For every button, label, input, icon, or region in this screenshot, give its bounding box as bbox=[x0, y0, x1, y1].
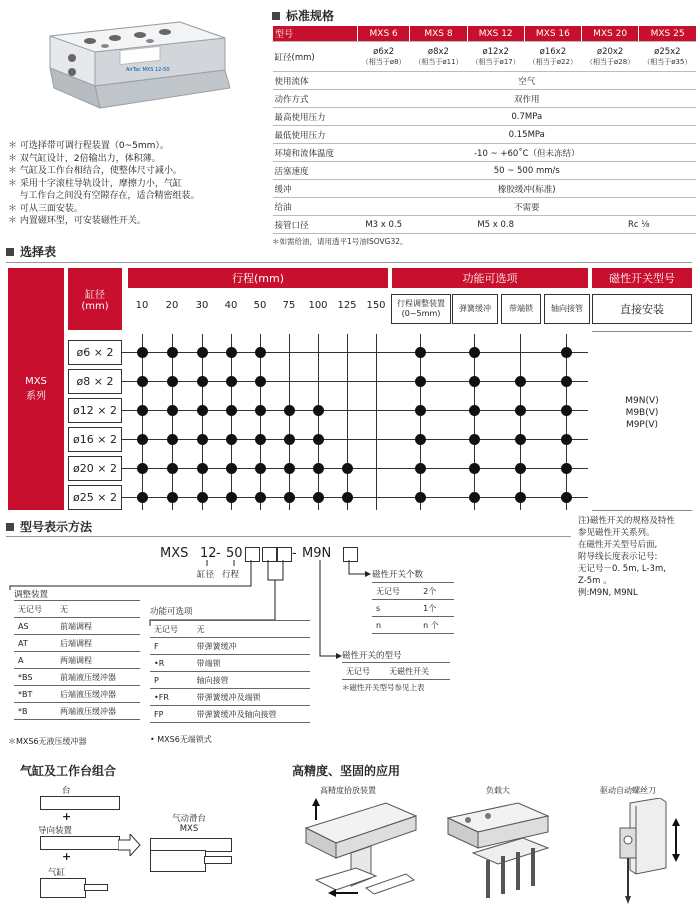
availability-dot bbox=[167, 492, 178, 503]
stroke-label: 100 bbox=[308, 300, 328, 311]
table-cell: 1个 bbox=[419, 600, 454, 617]
table-cell: 两端液压缓冲器 bbox=[56, 703, 140, 720]
table-cell: 无记号 bbox=[342, 663, 385, 680]
combo-result-label: 气动滑台 MXS bbox=[172, 814, 207, 834]
availability-dot bbox=[284, 463, 295, 474]
stroke-label: 10 bbox=[135, 300, 149, 311]
model-dash2: - bbox=[292, 546, 297, 561]
availability-dot bbox=[226, 434, 237, 445]
combo-guide-shape bbox=[40, 836, 120, 850]
table-cell: FP bbox=[150, 706, 193, 723]
spec-row-label: 动作方式 bbox=[273, 90, 358, 108]
apps-heading: 高精度、坚固的应用 bbox=[292, 764, 401, 778]
availability-dot bbox=[197, 376, 208, 387]
model-dash: - bbox=[216, 546, 221, 561]
spec-header-cell: MXS 16 bbox=[524, 26, 581, 42]
spec-port-cell: M5 x 0.8 bbox=[410, 216, 582, 234]
spec-header-cell: MXS 8 bbox=[410, 26, 467, 42]
availability-dot bbox=[197, 463, 208, 474]
grid-vline bbox=[566, 334, 567, 510]
pick-place-illustration bbox=[296, 798, 426, 908]
function-dot bbox=[415, 347, 426, 358]
table-cell: •FR bbox=[150, 689, 193, 706]
model-prefix: MXS bbox=[160, 546, 189, 561]
function-dot bbox=[469, 376, 480, 387]
spec-port-cell: Rc ⅛ bbox=[582, 216, 697, 234]
availability-dot bbox=[167, 434, 178, 445]
table-cell: 无记号 bbox=[150, 621, 193, 638]
feature-item: ＊ 可从三面安装。 bbox=[8, 203, 83, 214]
stroke-label: 50 bbox=[253, 300, 267, 311]
function-option-label: 轴向接管 bbox=[544, 294, 590, 324]
availability-dot bbox=[137, 405, 148, 416]
stroke-label: 75 bbox=[282, 300, 296, 311]
availability-dot bbox=[137, 434, 148, 445]
availability-dot bbox=[342, 463, 353, 474]
switch-header: 磁性开关型号 bbox=[592, 268, 692, 288]
grid-vline bbox=[142, 334, 143, 510]
bullet-square-icon bbox=[272, 12, 280, 20]
availability-dot bbox=[137, 376, 148, 387]
combo-result-body bbox=[150, 850, 206, 872]
function-dot bbox=[515, 492, 526, 503]
table-row bbox=[150, 655, 310, 672]
table-cell: 无磁性开关 bbox=[385, 663, 450, 680]
selection-heading: 选择表 bbox=[6, 243, 56, 260]
function-dot bbox=[515, 405, 526, 416]
bore-size-cell: ø25 × 2 bbox=[68, 485, 122, 510]
model-switch: M9N bbox=[302, 546, 332, 561]
availability-dot bbox=[137, 492, 148, 503]
availability-dot bbox=[342, 492, 353, 503]
table-row bbox=[150, 672, 310, 689]
grid-vline bbox=[260, 334, 261, 510]
function-header: 功能可选项 bbox=[392, 268, 588, 288]
availability-dot bbox=[255, 492, 266, 503]
stroke-label: 125 bbox=[337, 300, 357, 311]
table-cell: 前端调程 bbox=[56, 618, 140, 635]
type-title: 磁性开关的型号 bbox=[342, 651, 402, 661]
table-cell: •R bbox=[150, 655, 193, 672]
table-row bbox=[372, 583, 454, 600]
function-dot bbox=[415, 492, 426, 503]
combo-table-label: 台 bbox=[62, 786, 71, 796]
availability-dot bbox=[313, 405, 324, 416]
table-row bbox=[150, 638, 310, 655]
table-cell: 带弹簧缓冲及端锁 bbox=[193, 689, 310, 706]
table-cell: 前端液压缓冲器 bbox=[56, 669, 140, 686]
grid-vline bbox=[347, 334, 348, 510]
function-dot bbox=[469, 405, 480, 416]
availability-dot bbox=[313, 492, 324, 503]
table-row bbox=[14, 686, 140, 703]
grid-vline bbox=[231, 334, 232, 510]
spec-row-label: 环境和流体温度 bbox=[273, 144, 358, 162]
function-dot bbox=[561, 376, 572, 387]
availability-dot bbox=[255, 347, 266, 358]
feature-item: ＊ 内置磁环型，可安装磁性开关。 bbox=[8, 216, 146, 226]
func-note: • MXS6无端锁式 bbox=[150, 735, 212, 744]
grid-hline bbox=[122, 352, 588, 353]
availability-dot bbox=[255, 463, 266, 474]
spec-bore-cell: ø12x2 （相当于ø17） bbox=[467, 42, 524, 72]
table-cell: *B bbox=[14, 703, 56, 720]
table-row bbox=[14, 703, 140, 720]
series-label: MXS 系列 bbox=[8, 268, 64, 510]
availability-dot bbox=[284, 405, 295, 416]
spec-header-cell: MXS 25 bbox=[639, 26, 696, 42]
stroke-label: 40 bbox=[224, 300, 238, 311]
table-row bbox=[14, 669, 140, 686]
spec-bore-cell: ø6x2 （相当于ø8） bbox=[358, 42, 410, 72]
availability-dot bbox=[167, 347, 178, 358]
function-option-label: 带端锁 bbox=[501, 294, 541, 324]
table-cell: A bbox=[14, 652, 56, 669]
spec-row-label: 给油 bbox=[273, 198, 358, 216]
function-dot bbox=[469, 347, 480, 358]
spec-heading: 标准规格 bbox=[272, 7, 334, 24]
availability-dot bbox=[167, 463, 178, 474]
bore-header: 缸径 (mm) bbox=[68, 268, 122, 330]
adjust-table bbox=[14, 600, 140, 720]
grid-vline bbox=[376, 334, 377, 510]
type-note: ＊磁性开关型号参见上表 bbox=[342, 683, 425, 692]
spec-row-label: 最高使用压力 bbox=[273, 108, 358, 126]
table-cell: *BT bbox=[14, 686, 56, 703]
availability-dot bbox=[137, 463, 148, 474]
stroke-header: 行程(mm) bbox=[128, 268, 388, 288]
availability-dot bbox=[226, 376, 237, 387]
switch-note: 注)磁性开关的规格及特性 参见磁性开关系列。 在磁性开关型号后面, 附导线长度表示记号: 无记号－0. 5m, L-3m, Z-5m 。 例:M9N, M9NL bbox=[578, 516, 675, 598]
combo-heading: 气缸及工作台组合 bbox=[20, 764, 117, 778]
spec-row-label: 接管口径 bbox=[273, 216, 358, 234]
grid-vline bbox=[474, 334, 475, 510]
spec-row-value: 0.15MPa bbox=[358, 126, 697, 144]
spec-bore-row bbox=[273, 42, 697, 72]
screwdriver-illustration bbox=[600, 798, 690, 908]
table-cell: 后端液压缓冲器 bbox=[56, 686, 140, 703]
spec-row-label: 活塞速度 bbox=[273, 162, 358, 180]
product-image bbox=[30, 8, 250, 128]
table-row bbox=[14, 618, 140, 635]
function-option-label: 行程调整装置 (0~5mm) bbox=[391, 294, 451, 324]
availability-dot bbox=[197, 405, 208, 416]
adjust-note: ＊MXS6无液压缓冲器 bbox=[8, 737, 87, 746]
func-title: 功能可选项 bbox=[150, 607, 193, 617]
table-row bbox=[14, 601, 140, 618]
model-stroke: 50 bbox=[226, 546, 243, 561]
availability-dot bbox=[255, 434, 266, 445]
grid-vline bbox=[520, 334, 521, 510]
bullet-square-icon bbox=[6, 248, 14, 256]
spec-port-cell: M3 x 0.5 bbox=[358, 216, 410, 234]
availability-dot bbox=[226, 347, 237, 358]
spec-bore-cell: ø25x2 （相当于ø35） bbox=[639, 42, 696, 72]
function-dot bbox=[561, 405, 572, 416]
heavy-load-illustration bbox=[438, 798, 558, 908]
stroke-tag: 行程 bbox=[222, 570, 240, 580]
table-row bbox=[150, 706, 310, 723]
spec-row-value: 不需要 bbox=[358, 198, 697, 216]
bore-size-cell: ø6 × 2 bbox=[68, 340, 122, 365]
grid-vline bbox=[318, 334, 319, 510]
bore-size-cell: ø20 × 2 bbox=[68, 456, 122, 481]
table-cell: 后端调程 bbox=[56, 635, 140, 652]
spec-row-label: 最低使用压力 bbox=[273, 126, 358, 144]
bore-size-cell: ø16 × 2 bbox=[68, 427, 122, 452]
availability-dot bbox=[197, 347, 208, 358]
combo-rod-shape bbox=[84, 884, 108, 891]
stroke-label: 30 bbox=[195, 300, 209, 311]
function-option-label: 弹簧缓冲 bbox=[452, 294, 498, 324]
function-dot bbox=[415, 463, 426, 474]
spec-table bbox=[272, 26, 696, 234]
availability-dot bbox=[284, 434, 295, 445]
table-row bbox=[372, 617, 454, 634]
grid-vline bbox=[289, 334, 290, 510]
feature-item: ＊ 采用十字滚柱导轨设计，摩擦力小，气缸 bbox=[8, 178, 182, 189]
table-row bbox=[14, 652, 140, 669]
spec-bore-cell: ø20x2 （相当于ø28） bbox=[582, 42, 639, 72]
model-heading: 型号表示方法 bbox=[6, 518, 92, 535]
table-cell: 带弹簧缓冲及轴向接管 bbox=[193, 706, 310, 723]
table-cell: 轴向接管 bbox=[193, 672, 310, 689]
count-title: 磁性开关个数 bbox=[372, 570, 424, 580]
function-dot bbox=[515, 434, 526, 445]
function-dot bbox=[515, 463, 526, 474]
function-dot bbox=[469, 463, 480, 474]
function-dot bbox=[515, 376, 526, 387]
func-table bbox=[150, 620, 310, 723]
spec-row-value: 橡胶缓冲(标准) bbox=[358, 180, 697, 198]
table-cell: n 个 bbox=[419, 617, 454, 634]
availability-dot bbox=[255, 405, 266, 416]
feature-item: ＊ 可选择带可调行程装置（0~5mm）。 bbox=[8, 141, 169, 151]
table-row bbox=[150, 689, 310, 706]
table-cell: 无记号 bbox=[14, 601, 56, 618]
function-dot bbox=[415, 405, 426, 416]
bore-size-cell: ø8 × 2 bbox=[68, 369, 122, 394]
function-dot bbox=[415, 376, 426, 387]
table-row bbox=[150, 621, 310, 638]
availability-dot bbox=[167, 376, 178, 387]
table-cell: *BS bbox=[14, 669, 56, 686]
product-nameplate: AirTac MXS 12-50 bbox=[126, 67, 170, 73]
function-dot bbox=[469, 434, 480, 445]
table-cell: AT bbox=[14, 635, 56, 652]
spec-header-cell: MXS 20 bbox=[582, 26, 639, 42]
adjust-title: 调整装置 bbox=[14, 590, 49, 600]
app-item-label: 驱动自动螺丝刀 bbox=[600, 786, 656, 795]
function-dot bbox=[415, 434, 426, 445]
availability-dot bbox=[313, 463, 324, 474]
mount-cell: 直接安装 bbox=[592, 294, 692, 324]
availability-dot bbox=[197, 434, 208, 445]
function-dot bbox=[469, 492, 480, 503]
spec-row-value: -10 ~ +60˚C（但未冻结） bbox=[358, 144, 697, 162]
combo-plus2: + bbox=[62, 850, 72, 863]
combo-cylinder-shape bbox=[40, 878, 86, 898]
feature-list bbox=[8, 140, 268, 228]
spec-row-value: 0.7MPa bbox=[358, 108, 697, 126]
spec-row-value: 空气 bbox=[358, 72, 697, 90]
table-cell: 带端锁 bbox=[193, 655, 310, 672]
availability-dot bbox=[167, 405, 178, 416]
table-cell: n bbox=[372, 617, 419, 634]
table-row bbox=[14, 635, 140, 652]
availability-dot bbox=[284, 492, 295, 503]
function-dot bbox=[561, 463, 572, 474]
stroke-label: 20 bbox=[165, 300, 179, 311]
grid-vline bbox=[172, 334, 173, 510]
count-table bbox=[372, 582, 454, 634]
combo-table-shape bbox=[40, 796, 120, 810]
spec-row-value: 50 ~ 500 mm/s bbox=[358, 162, 697, 180]
table-cell: 2个 bbox=[419, 583, 454, 600]
table-cell: 无记号 bbox=[372, 583, 419, 600]
spec-header-cell: 型号 bbox=[273, 26, 358, 42]
spec-row-label: 使用流体 bbox=[273, 72, 358, 90]
table-row bbox=[372, 600, 454, 617]
combo-guide-label: 导向装置 bbox=[38, 826, 73, 836]
spec-bore-cell: ø16x2 （相当于ø22） bbox=[524, 42, 581, 72]
availability-dot bbox=[226, 463, 237, 474]
availability-dot bbox=[197, 492, 208, 503]
spec-row-label: 缓冲 bbox=[273, 180, 358, 198]
combo-plus: + bbox=[62, 810, 72, 823]
feature-item: 与工作台之间没有空隙存在，适合精密组装。 bbox=[8, 191, 200, 201]
availability-dot bbox=[255, 376, 266, 387]
table-cell: AS bbox=[14, 618, 56, 635]
bore-tag: 缸径 bbox=[197, 570, 215, 580]
table-row bbox=[342, 663, 450, 680]
stroke-label: 150 bbox=[366, 300, 386, 311]
feature-item: ＊ 气缸及工作台相结合，使整体尺寸减小。 bbox=[8, 166, 182, 176]
availability-dot bbox=[313, 434, 324, 445]
table-cell: 无 bbox=[193, 621, 310, 638]
spec-header-row bbox=[273, 26, 697, 42]
table-cell: 带弹簧缓冲 bbox=[193, 638, 310, 655]
feature-item: ＊ 双气缸设计，2倍输出力，体积薄。 bbox=[8, 153, 161, 164]
function-dot bbox=[561, 492, 572, 503]
combo-cylinder-label: 气缸 bbox=[48, 868, 66, 878]
availability-dot bbox=[226, 492, 237, 503]
table-cell: P bbox=[150, 672, 193, 689]
type-table bbox=[342, 662, 450, 680]
spec-note: ＊如需给油，请用透平1号油ISOVG32。 bbox=[272, 237, 408, 246]
app-item-label: 高精度拾放装置 bbox=[320, 786, 376, 795]
spec-bore-cell: ø8x2 （相当于ø11） bbox=[410, 42, 467, 72]
spec-row-label: 缸径(mm) bbox=[273, 42, 358, 72]
bore-size-cell: ø12 × 2 bbox=[68, 398, 122, 423]
model-bore: 12 bbox=[200, 546, 217, 561]
table-cell: F bbox=[150, 638, 193, 655]
grid-vline bbox=[202, 334, 203, 510]
table-cell: s bbox=[372, 600, 419, 617]
app-item-label: 负载大 bbox=[486, 786, 510, 795]
spec-header-cell: MXS 12 bbox=[467, 26, 524, 42]
arrow-right-icon bbox=[118, 834, 142, 856]
availability-dot bbox=[226, 405, 237, 416]
bullet-square-icon bbox=[6, 523, 14, 531]
table-cell: 无 bbox=[56, 601, 140, 618]
availability-dot bbox=[137, 347, 148, 358]
spec-header-cell: MXS 6 bbox=[358, 26, 410, 42]
function-dot bbox=[561, 434, 572, 445]
function-dot bbox=[561, 347, 572, 358]
switch-models: M9N(V) M9B(V) M9P(V) bbox=[625, 396, 659, 430]
grid-vline bbox=[420, 334, 421, 510]
combo-result-rod bbox=[204, 856, 232, 864]
table-cell: 两端调程 bbox=[56, 652, 140, 669]
spec-row-value: 双作用 bbox=[358, 90, 697, 108]
